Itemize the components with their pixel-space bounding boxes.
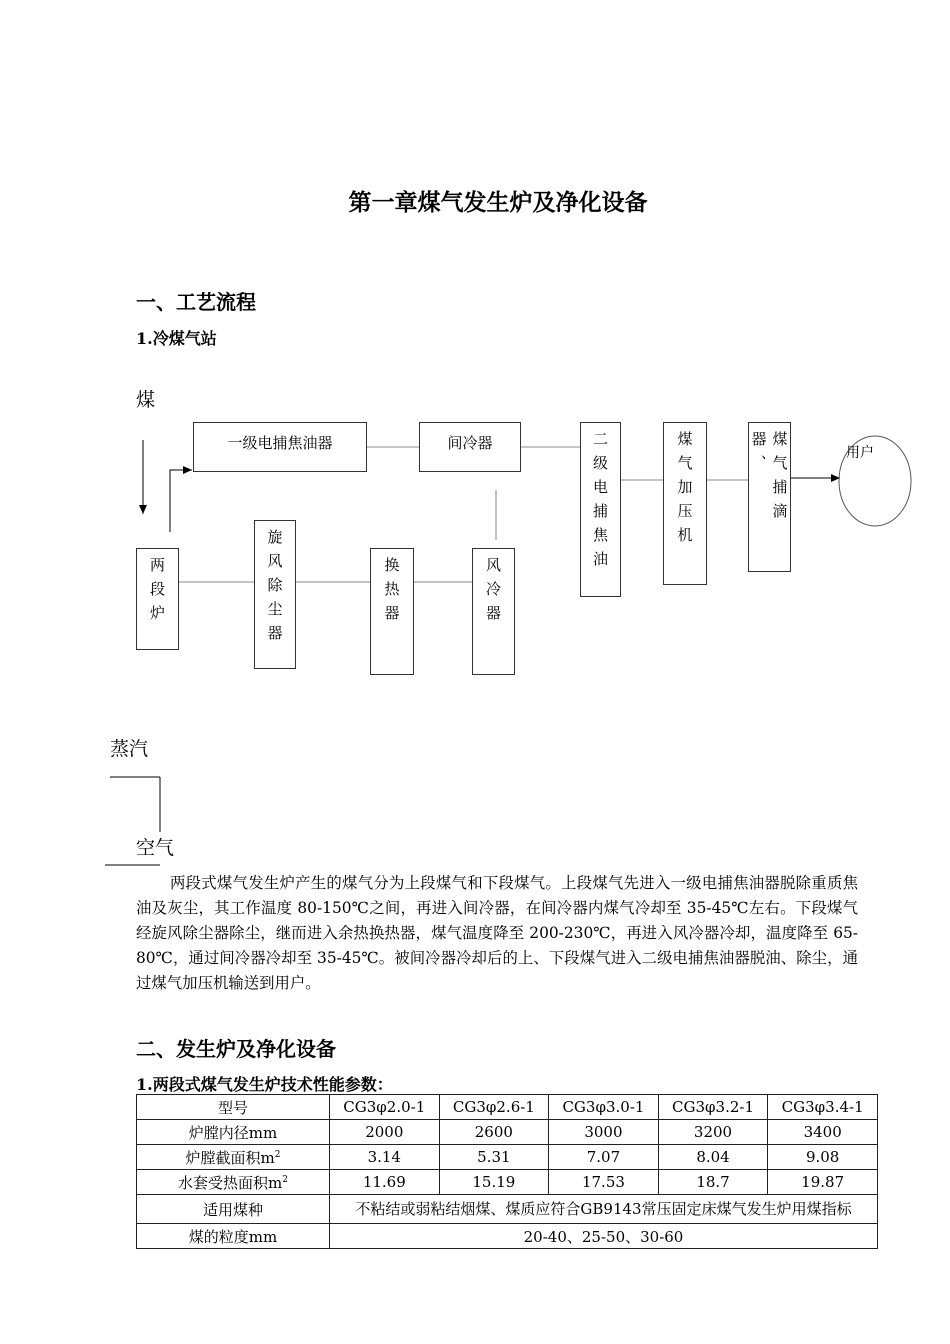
table-cell: 3000 — [549, 1120, 659, 1145]
table-row — [137, 1145, 878, 1170]
gasifier-box — [136, 548, 179, 650]
process-description: 两段式煤气发生炉产生的煤气分为上段煤气和下段煤气。上段煤气先进入一级电捕焦油器脱除重质焦油及灰尘，其工作温度 80-150℃之间，再进入间冷器，在间冷器内煤气冷却至 35-45℃左右。下段煤气经旋风除尘器除尘，继而进入余热换热器，煤气温度降至 200-230℃，再进入风冷器冷却，温度降至 65-80℃，通过间冷器冷却至 35-45℃。被间冷器冷却后的上、下段煤气进入二级电捕焦油器脱油、除尘，通过煤气加压机输送到用户。 — [136, 874, 858, 992]
subheading-tech-params: 1.两段式煤气发生炉技术性能参数： — [136, 1075, 393, 1094]
model-cell: CG3φ3.2-1 — [658, 1095, 768, 1120]
air-input-label: 空气 — [136, 837, 175, 859]
aircooler-label: 风冷器 — [484, 557, 502, 629]
table-cell: 2600 — [439, 1120, 549, 1145]
aircooler-box — [472, 548, 515, 675]
table-cell: 8.04 — [658, 1145, 768, 1170]
gasifier-label: 两段炉 — [148, 557, 166, 629]
table-cell: 15.19 — [439, 1170, 549, 1195]
intercooler-box — [419, 422, 521, 472]
subheading-cold-gas-station: 1.冷煤气站 — [136, 329, 217, 348]
table-row — [137, 1224, 878, 1249]
booster-label: 煤气加压机 — [675, 431, 694, 551]
tech-params-table — [136, 1094, 878, 1249]
table-cell: 3.14 — [330, 1145, 440, 1170]
unit-superscript: 2 — [282, 1174, 288, 1185]
table-row — [137, 1170, 878, 1195]
booster-box — [663, 422, 707, 585]
user-label: 用户 — [846, 445, 874, 461]
header-label-cell: 型号 — [137, 1095, 330, 1120]
table-row — [137, 1120, 878, 1145]
row-label-text: 炉膛截面积m — [185, 1148, 275, 1167]
table-cell-merged: 不粘结或弱粘结烟煤、煤质应符合GB9143常压固定床煤气发生炉用煤指标 — [330, 1195, 878, 1224]
model-cell: CG3φ3.0-1 — [549, 1095, 659, 1120]
table-cell: 19.87 — [768, 1170, 878, 1195]
row-label-cell: 适用煤种 — [137, 1195, 330, 1224]
table-cell: 18.7 — [658, 1170, 768, 1195]
unit-superscript: 2 — [274, 1149, 281, 1160]
table-cell: 11.69 — [330, 1170, 440, 1195]
cyclone-box — [254, 520, 296, 669]
row-label-text: 水套受热面积m — [178, 1173, 283, 1192]
exchanger-label: 换热器 — [382, 557, 401, 629]
page-title: 第一章煤气发生炉及净化设备 — [348, 190, 648, 216]
coal-input-label: 煤 — [136, 389, 156, 411]
model-cell: CG3φ3.4-1 — [768, 1095, 878, 1120]
table-cell: 9.08 — [768, 1145, 878, 1170]
ep1-box — [193, 422, 367, 472]
ep2-label: 二级电捕焦油 — [591, 431, 609, 575]
table-cell: 3400 — [768, 1120, 878, 1145]
table-cell: 5.31 — [439, 1145, 549, 1170]
row-label-cell — [137, 1170, 330, 1195]
section-heading-process: 一、工艺流程 — [136, 290, 256, 314]
table-cell: 2000 — [330, 1120, 440, 1145]
row-label-cell: 炉膛内径mm — [137, 1120, 330, 1145]
catcher-label: 煤气捕滴器、 — [749, 431, 789, 527]
table-row — [137, 1195, 878, 1224]
intercooler-label: 间冷器 — [447, 434, 493, 452]
table-cell: 7.07 — [549, 1145, 659, 1170]
steam-input-label: 蒸汽 — [110, 738, 149, 760]
gasifier-to-ep1-arrow — [170, 470, 192, 532]
ep2-box — [580, 422, 621, 597]
table-cell-merged: 20-40、25-50、30-60 — [330, 1224, 878, 1249]
table-cell: 3200 — [658, 1120, 768, 1145]
model-cell: CG3φ2.0-1 — [330, 1095, 440, 1120]
model-cell: CG3φ2.6-1 — [439, 1095, 549, 1120]
cyclone-label: 旋风除尘器 — [265, 529, 284, 649]
table-row — [137, 1095, 878, 1120]
exchanger-box — [370, 548, 414, 675]
row-label-cell — [137, 1145, 330, 1170]
table-cell: 17.53 — [549, 1170, 659, 1195]
section-heading-equipment: 二、发生炉及净化设备 — [136, 1037, 336, 1061]
catcher-box — [748, 422, 791, 572]
ep1-label: 一级电捕焦油器 — [227, 434, 333, 452]
row-label-cell: 煤的粒度mm — [137, 1224, 330, 1249]
